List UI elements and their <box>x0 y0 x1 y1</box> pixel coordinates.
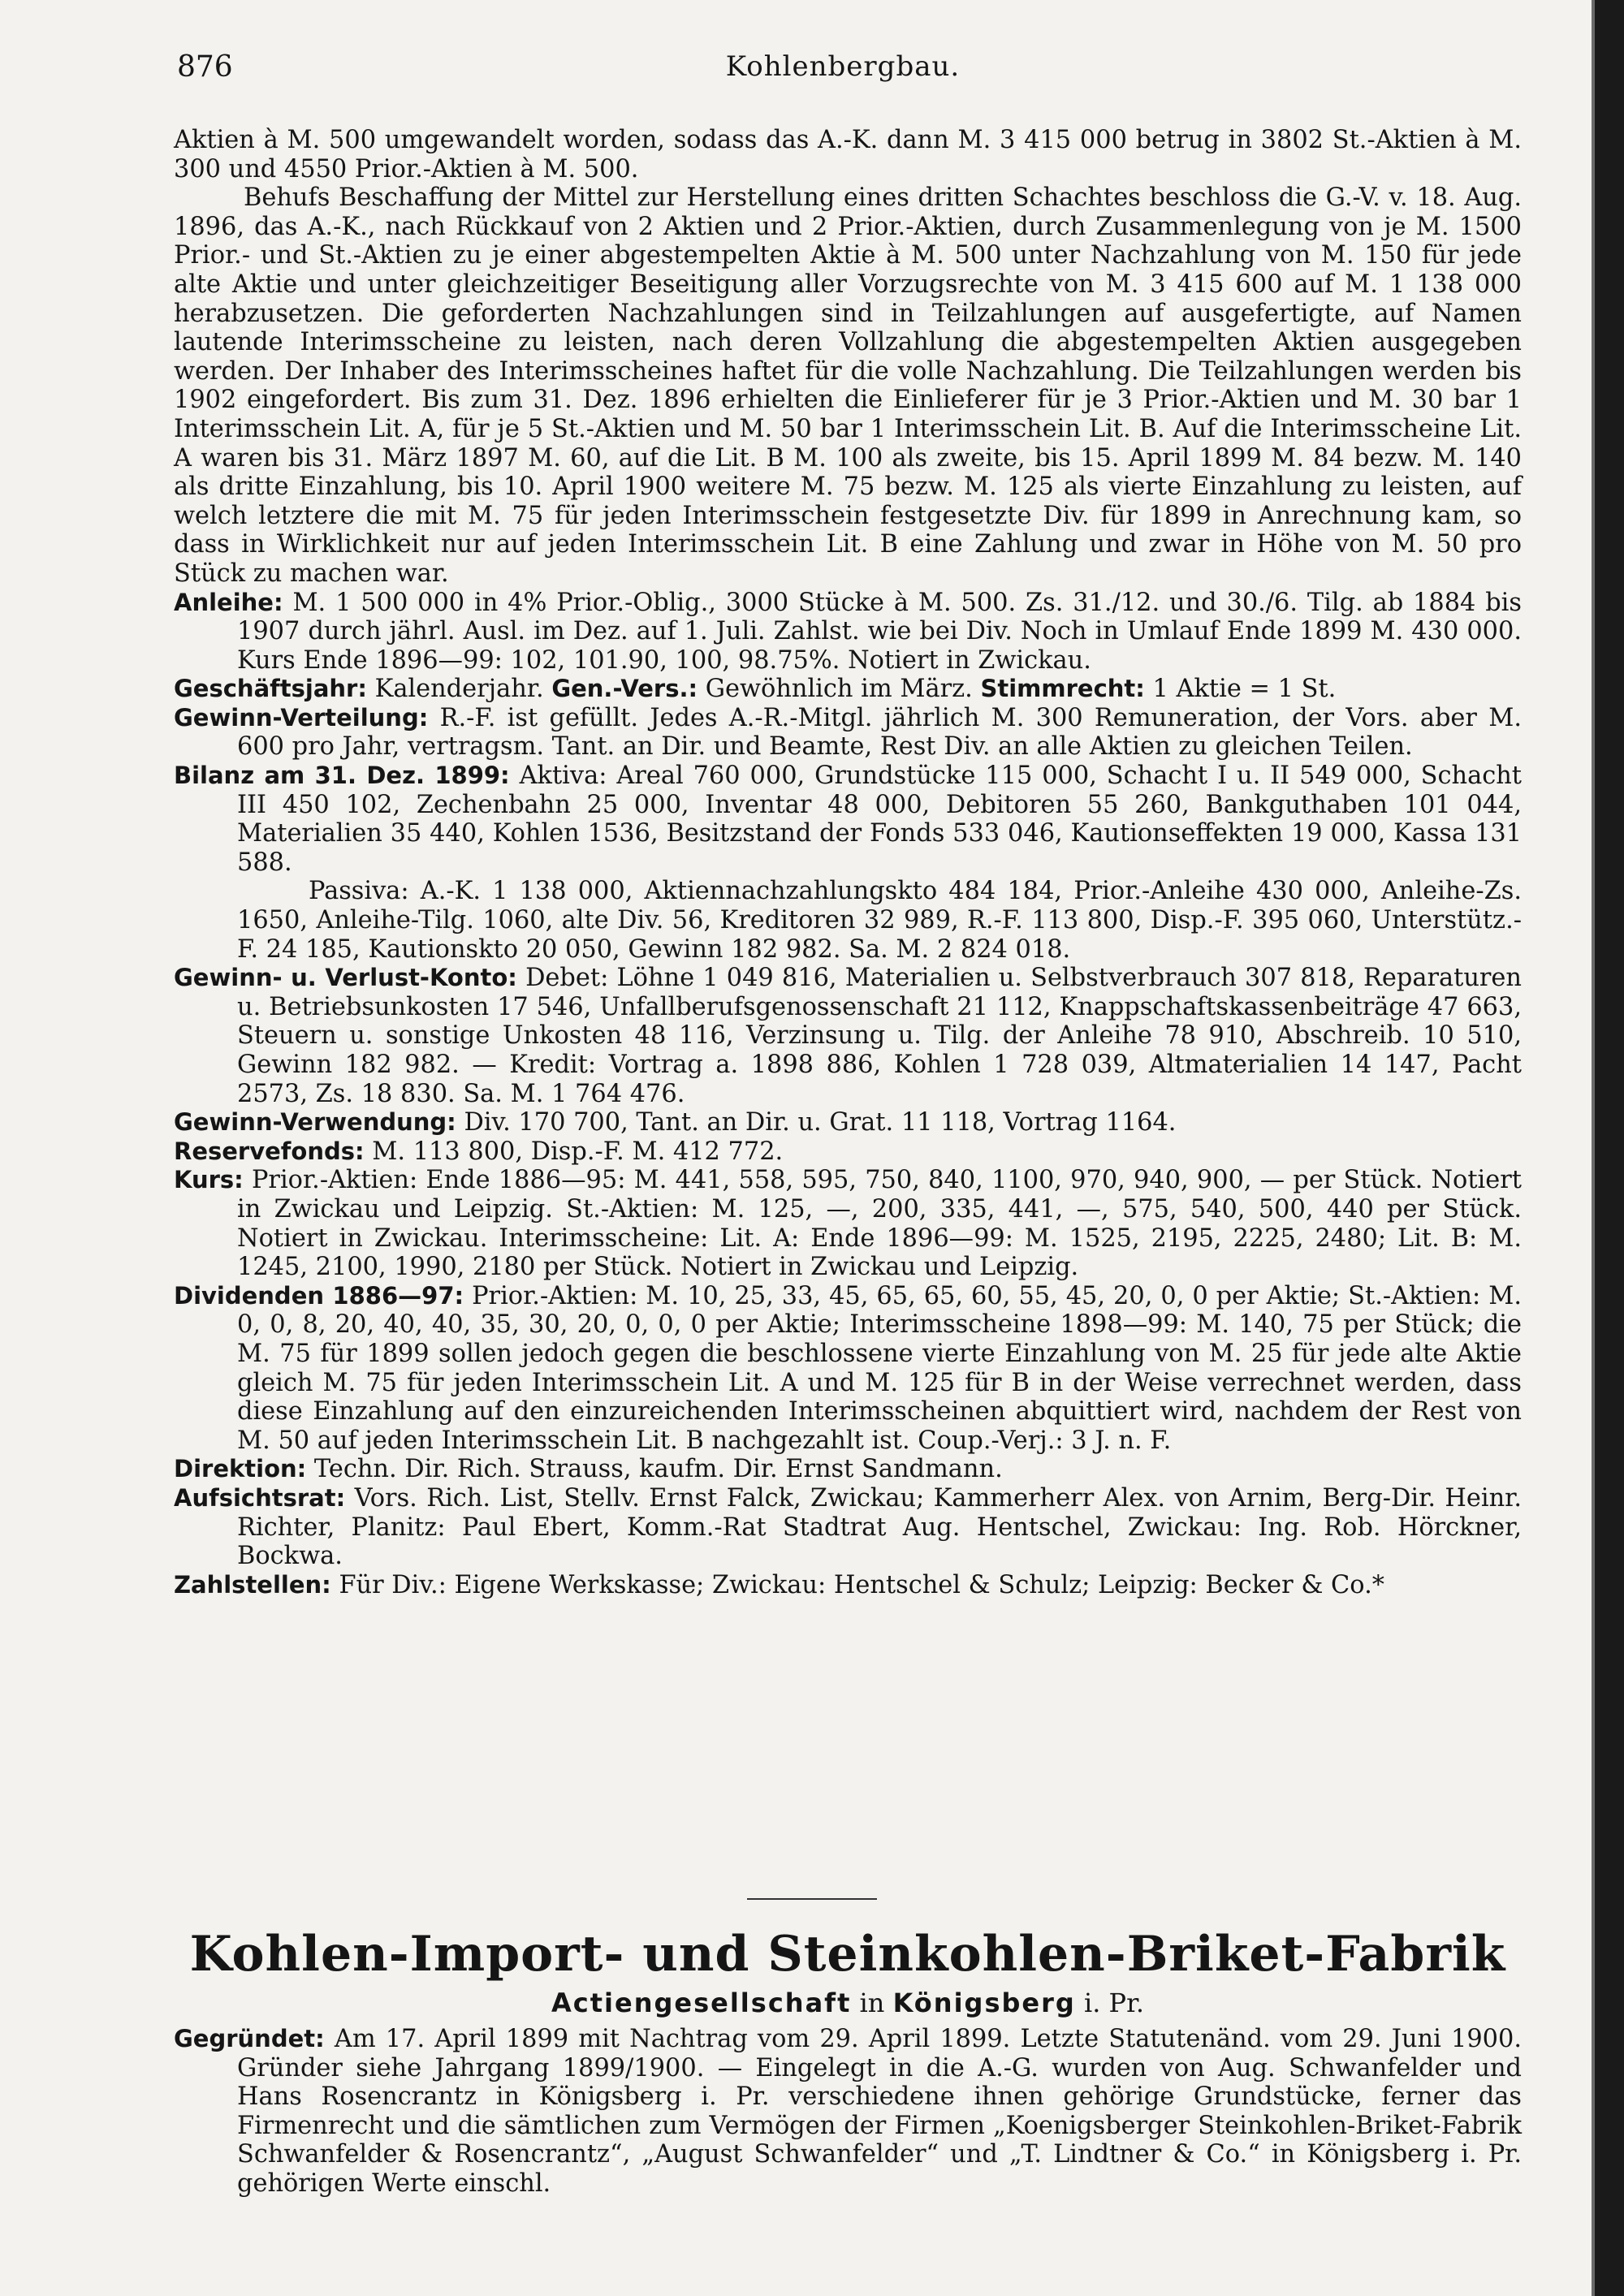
entry-text: Debet: Löhne 1 049 816, Materialien u. Selbstverbrauch 307 818, Reparaturen u. Betriebsunkosten 17 546, Unfallberufsgenossenschaft 21 112, Knappschaftskassenbeiträge 47 663, Steuern u. sonstige Unkosten 48 116, Verzinsung u. Tilg. der Anleihe 78 910, Abschreib. 10 510, Gewinn 182 982. — Kredit: Vortrag a. 1898 886, Kohlen 1 728 039, Altmaterialien 14 147, Pacht 2573, Zs. 18 830. Sa. M. 1 764 476. <box>237 964 1522 1108</box>
entry-text: Prior.-Aktien: Ende 1886—95: M. 441, 558, 595, 750, 840, 1100, 970, 940, 900, — per Stück. Notiert in Zwickau und Leipzig. St.-Aktien: M. 125, —, 200, 335, 441, —, 575, 540, 500, 440 per Stück. Notiert in Zwickau. Interimsscheine: Lit. A: Ende 1896—99: M. 1525, 2195, 2225, 2480; Lit. B: M. 1245, 2100, 1990, 2180 per Stück. Notiert in Zwickau und Leipzig. <box>237 1166 1522 1282</box>
intro-paragraph: Behufs Beschaffung der Mittel zur Herstellung eines dritten Schachtes beschloss die G.-V. v. 18. Aug. 1896, das A.-K., nach Rückkauf von 2 Aktien und 2 Prior.-Aktien, durch Zusammenlegung von je M. 1500 Prior.- und St.-Aktien zu je einer abgestempelten Aktie à M. 500 unter Nachzahlung von M. 150 für jede alte Aktie und unter gleichzeitiger Beseitigung aller Vorzugsrechte von M. 3 415 600 auf M. 1 138 000 herabzusetzen. Die geforderten Nachzahlungen sind in Teilzahlungen auf ausgefertigte, auf Namen lautende Interimsscheine zu leisten, nach deren Vollzahlung die abgestempelten Aktien ausgegeben werden. Der Inhaber des Interimsscheines haftet für die volle Nachzahlung. Die Teilzahlungen werden bis 1902 eingefordert. Bis zum 31. Dez. 1896 erhielten die Einlieferer für je 3 Prior.-Aktien und M. 30 bar 1 Interimsschein Lit. A, für je 5 St.-Aktien und M. 50 bar 1 Interimsschein Lit. B. Auf die Interimsscheine Lit. A waren bis 31. März 1897 M. 60, auf die Lit. B M. 100 als zweite, bis 15. April 1899 M. 84 bezw. M. 140 als dritte Einzahlung, bis 10. April 1900 weitere M. 75 bezw. M. 125 als vierte Einzahlung zu leisten, auf welch letztere die mit M. 75 für jeden Interimsschein festgesetzte Div. für 1899 in Anrechnung kam, so dass in Wirklichkeit nur auf jeden Interimsschein Lit. B eine Zahlung und zwar in Höhe von M. 50 pro Stück zu machen war. <box>174 183 1522 588</box>
entry-text: M. 1 500 000 in 4% Prior.-Oblig., 3000 Stücke à M. 500. Zs. 31./12. und 30./6. Tilg. ab 1884 bis 1907 durch jährl. Ausl. im Dez. auf 1. Juli. Zahlst. wie bei Div. Noch in Umlauf Ende 1899 M. 430 000. Kurs Ende 1896—99: 102, 101.90, 100, 98.75%. Notiert in Zwickau. <box>237 588 1522 675</box>
entry-label-stimmrecht: Stimmrecht: <box>980 675 1145 703</box>
entry-direktion <box>174 1455 1522 1484</box>
entry-label: Dividenden 1886—97: <box>174 1281 464 1310</box>
section-text <box>174 2025 1522 2199</box>
entry-label: Gewinn- u. Verlust-Konto: <box>174 964 517 992</box>
entry-gewinn-verwendung <box>174 1108 1522 1137</box>
running-title: Kohlenbergbau. <box>725 50 961 83</box>
page-number: 876 <box>177 50 233 84</box>
entry-label: Gewinn-Verteilung: <box>174 703 429 732</box>
entry-label: Geschäftsjahr: <box>174 675 367 703</box>
entry-label: Gegründet: <box>174 2025 325 2052</box>
entry-kurs <box>174 1166 1522 1281</box>
entry-label: Zahlstellen: <box>174 1570 331 1599</box>
entry-aufsichtsrat <box>174 1484 1522 1571</box>
entry-text: R.-F. ist gefüllt. Jedes A.-R.-Mitgl. jährlich M. 300 Remuneration, der Vors. aber M. 600 pro Jahr, vertragsm. Tant. an Dir. und Beamte, Rest Div. an alle Aktien zu gleichen Teilen. <box>237 703 1522 762</box>
section-title: Kohlen-Import- und Steinkohlen-Briket-Fabrik <box>189 1926 1506 1983</box>
entry-text-gen-vers: Gewöhnlich im März. <box>705 675 973 704</box>
entry-text: Für Div.: Eigene Werkskasse; Zwickau: Hentschel & Schulz; Leipzig: Becker & Co.* <box>339 1570 1384 1599</box>
entry-label: Aufsichtsrat: <box>174 1483 346 1512</box>
entry-bilanz-passiva: Passiva: A.-K. 1 138 000, Aktiennachzahlungskto 484 184, Prior.-Anleihe 430 000, Anleihe-Zs. 1650, Anleihe-Tilg. 1060, alte Div. 56, Kreditoren 32 989, R.-F. 113 800, Disp.-F. 395 060, Unterstütz.-F. 24 185, Kautionskto 20 050, Gewinn 182 982. Sa. M. 2 824 018. <box>237 877 1522 964</box>
section-divider <box>747 1898 877 1900</box>
entry-text: Kalenderjahr. <box>374 675 544 704</box>
entry-label: Bilanz am 31. Dez. 1899: <box>174 762 510 790</box>
entry-text-stimmrecht: 1 Aktie = 1 St. <box>1152 675 1337 704</box>
section-subtitle <box>174 1987 1522 2018</box>
entry-anleihe <box>174 589 1522 675</box>
entry-label: Reservefonds: <box>174 1137 365 1165</box>
entry-text: Prior.-Aktien: M. 10, 25, 33, 45, 65, 65, 60, 55, 45, 20, 0, 0 per Aktie; St.-Aktien: M. 0, 0, 8, 20, 40, 40, 35, 30, 20, 0, 0, 0 per Aktie; Interimsscheine 1898—99: M. 140, 75 per Stück; die M. 75 für 1899 sollen jedoch gegen die beschlossene vierte Einzahlung von M. 25 für jede alte Aktie gleich M. 75 für jeden Interimsschein Lit. A und M. 125 für B in der Weise verrechnet werden, dass diese Einzahlung auf den einzureichenden Interimsscheinen abquittiert wird, nachdem der Rest von M. 50 auf jeden Interimsschein Lit. B nachgezahlt ist. Coup.-Verj.: 3 J. n. F. <box>237 1281 1522 1455</box>
entry-bilanz <box>174 762 1522 877</box>
entry-label: Kurs: <box>174 1166 244 1194</box>
entry-gewinn-verlust <box>174 964 1522 1108</box>
entry-label: Direktion: <box>174 1455 307 1483</box>
subtitle-in: in <box>859 1987 885 2018</box>
subtitle-company-type: Actiengesellschaft <box>551 1987 852 2018</box>
entry-gewinn-verteilung <box>174 704 1522 762</box>
page-header <box>177 50 1509 91</box>
entry-zahlstellen <box>174 1571 1522 1600</box>
entry-gegruendet <box>174 2025 1522 2199</box>
main-text <box>174 126 1522 1599</box>
entry-geschaeftsjahr <box>174 675 1522 704</box>
entry-text: Techn. Dir. Rich. Strauss, kaufm. Dir. Ernst Sandmann. <box>313 1455 1003 1484</box>
entry-text: Vors. Rich. List, Stellv. Ernst Falck, Zwickau; Kammerherr Alex. von Arnim, Berg-Dir. Heinr. Richter, Planitz: Paul Ebert, Komm.-Rat Stadtrat Aug. Hentschel, Zwickau: Ing. Rob. Hörckner, Bockwa. <box>237 1483 1522 1571</box>
page-edge <box>1595 0 1624 2296</box>
entry-text: Am 17. April 1899 mit Nachtrag vom 29. April 1899. Letzte Statutenänd. vom 29. Juni 1900. Gründer siehe Jahrgang 1899/1900. — Eingelegt in die A.-G. wurden von Aug. Schwanfelder und Hans Rosencrantz in Königsberg i. Pr. verschiedene ihnen gehörige Grundstücke, ferner das Firmenrecht und die sämtlichen zum Vermögen der Firmen „Koenigsberger Steinkohlen-Briket-Fabrik Schwanfelder & Rosencrantz“, „August Schwanfelder“ und „T. Lindtner & Co.“ in Königsberg i. Pr. gehörigen Werte einschl. <box>237 2025 1522 2198</box>
entry-reservefonds <box>174 1137 1522 1167</box>
entry-text: Aktiva: Areal 760 000, Grundstücke 115 000, Schacht I u. II 549 000, Schacht III 450 102, Zechenbahn 25 000, Inventar 48 000, Debitoren 55 260, Bankguthaben 101 044, Materialien 35 440, Kohlen 1536, Besitzstand der Fonds 533 046, Kautionseffekten 19 000, Kassa 131 588. <box>237 762 1522 877</box>
entry-dividenden <box>174 1282 1522 1456</box>
entry-label: Gewinn-Verwendung: <box>174 1108 456 1137</box>
entry-label-gen-vers: Gen.-Vers.: <box>551 675 698 703</box>
entry-text: M. 113 800, Disp.-F. M. 412 772. <box>372 1137 784 1166</box>
entry-label: Anleihe: <box>174 588 283 616</box>
subtitle-region: i. Pr. <box>1083 1987 1145 2018</box>
entry-text: Div. 170 700, Tant. an Dir. u. Grat. 11 118, Vortrag 1164. <box>464 1108 1177 1137</box>
subtitle-city: Königsberg <box>892 1987 1076 2018</box>
intro-continuation: Aktien à M. 500 umgewandelt worden, sodass das A.-K. dann M. 3 415 000 betrug in 3802 St.-Aktien à M. 300 und 4550 Prior.-Aktien à M. 500. <box>174 126 1522 183</box>
